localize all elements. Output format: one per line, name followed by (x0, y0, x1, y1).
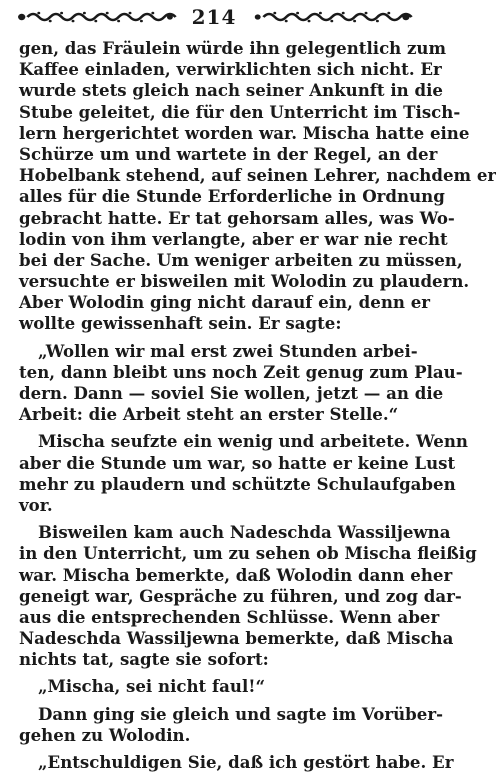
body-text (19, 38, 496, 773)
text-line: alles für die Stunde Erforderliche in Ordnung (19, 186, 445, 207)
text-line: Aber Wolodin ging nicht darauf ein, denn er (19, 292, 431, 313)
text-line: geneigt war, Gespräche zu führen, und zog dar- (19, 585, 462, 606)
text-line: Bisweilen kam auch Nadeschda Wassiljewna (38, 522, 451, 543)
text-line: mehr zu plaudern und schützte Schulaufgaben (19, 473, 456, 494)
text-line: aus die entsprechenden Schlüsse. Wenn aber (19, 606, 440, 627)
text-line: gehen zu Wolodin. (19, 724, 191, 745)
text-line: Kaffee einladen, verwirklichten sich nicht. Er (19, 59, 442, 80)
text-line: in den Unterricht, um zu sehen ob Mischa fleißig (19, 543, 477, 564)
right-ornament-icon (252, 10, 412, 24)
quote-line: „Entschuldigen Sie, daß ich gestört habe. Er (38, 752, 454, 772)
quote-line: „Wollen wir mal erst zwei Stunden arbei- (38, 340, 418, 361)
text-line: gebracht hatte. Er tat gehorsam alles, was Wo- (19, 207, 455, 228)
page-header (16, 4, 412, 30)
text-line: lern hergerichtet worden war. Mischa hatte eine (19, 122, 470, 143)
quote-line: ten, dann bleibt uns noch Zeit genug zum Plau- (19, 361, 463, 382)
text-line: Schürze um und wartete in der Regel, an der (19, 143, 438, 164)
text-line: gen, das Fräulein würde ihn gelegentlich zum (19, 38, 447, 58)
text-line: Hobelbank stehend, auf seinen Lehrer, nachdem er (19, 165, 496, 186)
text-line: war. Mischa bemerkte, daß Wolodin dann eher (19, 564, 453, 585)
left-ornament-icon (16, 10, 176, 24)
text-line: Mischa seufzte ein wenig und arbeitete. Wenn (38, 431, 468, 452)
text-line: nichts tat, sagte sie sofort: (19, 649, 269, 670)
text-line: versuchte er bisweilen mit Wolodin zu plaudern. (19, 271, 470, 292)
text-line: aber die Stunde um war, so hatte er keine Lust (19, 452, 456, 473)
text-line: lodin von ihm verlangte, aber er war nie recht (19, 228, 448, 249)
quote-line: „Mischa, sei nicht faul!“ (38, 676, 266, 697)
text-line: Nadeschda Wassiljewna bemerkte, daß Mischa (19, 628, 454, 649)
quote-line: Arbeit: die Arbeit steht an erster Stelle.“ (19, 404, 399, 425)
quote-line: dern. Dann — soviel Sie wollen, jetzt — an die (19, 383, 444, 403)
text-line: Stube geleitet, die für den Unterricht im Tisch- (19, 101, 461, 122)
text-line: Dann ging sie gleich und sagte im Vorüber- (38, 703, 443, 724)
page-number: 214 (191, 5, 237, 29)
text-line: wollte gewissenhaft sein. Er sagte: (19, 313, 342, 334)
text-line: bei der Sache. Um weniger arbeiten zu müssen, (19, 249, 463, 270)
text-line: vor. (19, 494, 53, 515)
text-line: wurde stets gleich nach seiner Ankunft in die (19, 80, 443, 101)
